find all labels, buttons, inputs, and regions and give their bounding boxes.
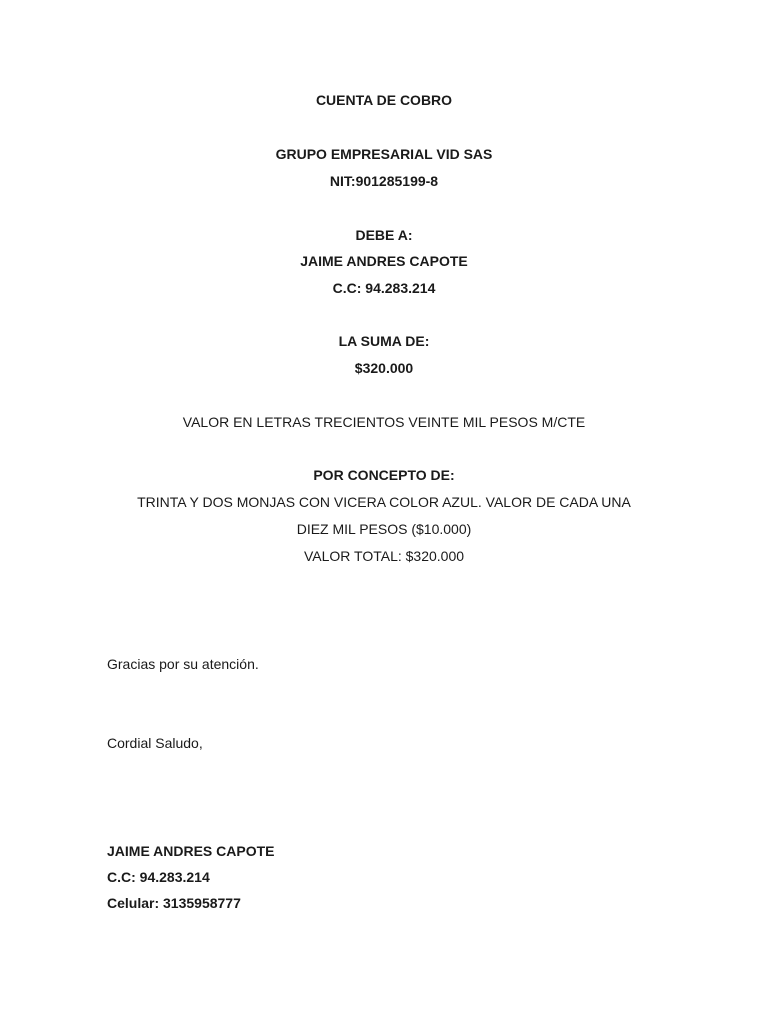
company-nit: NIT:901285199-8 [329, 173, 439, 189]
concepto-line-2: DIEZ MIL PESOS ($10.000) [296, 521, 472, 537]
suma-value: $320.000 [354, 360, 414, 376]
concepto-label: POR CONCEPTO DE: [313, 467, 455, 483]
gracias-text: Gracias por su atención. [107, 656, 259, 672]
concepto-line-1: TRINTA Y DOS MONJAS CON VICERA COLOR AZUL. VALOR DE CADA UNA [137, 494, 631, 510]
saludo-text: Cordial Saludo, [107, 735, 203, 751]
signature-name: JAIME ANDRES CAPOTE [107, 843, 275, 859]
valor-en-letras: VALOR EN LETRAS TRECIENTOS VEINTE MIL PESOS M/CTE [182, 414, 586, 430]
creditor-cc: C.C: 94.283.214 [332, 280, 436, 296]
suma-label: LA SUMA DE: [338, 333, 430, 349]
company-name: GRUPO EMPRESARIAL VID SAS [275, 146, 493, 162]
valor-total: VALOR TOTAL: $320.000 [303, 548, 465, 564]
signature-celular: Celular: 3135958777 [107, 895, 241, 911]
document-title: CUENTA DE COBRO [315, 92, 453, 108]
creditor-name: JAIME ANDRES CAPOTE [300, 253, 468, 269]
debe-label: DEBE A: [355, 227, 413, 243]
signature-cc: C.C: 94.283.214 [107, 869, 210, 885]
